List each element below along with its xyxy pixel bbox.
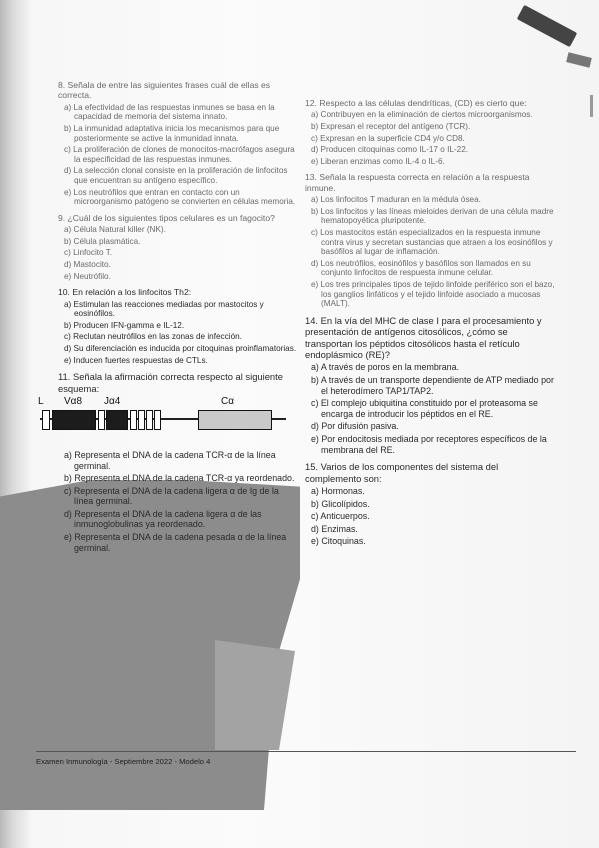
q15-option-a: a) Hormonas. (311, 485, 365, 496)
q11-option-d: d) Representa el DNA de la cadena ligera α de las inmunoglobulinas ya reordenado. (64, 508, 262, 530)
question-15 (305, 461, 555, 547)
gene-segment-diagram (38, 396, 288, 442)
segment-v (52, 410, 96, 430)
question-14 (305, 315, 555, 455)
q9-option-a: a) Célula Natural killer (NK). (64, 225, 166, 235)
q9-option-c: c) Linfocito T. (64, 248, 113, 258)
q8-option-a: a) La efectividad de las respuestas inmunes se basa en la capacidad de memoria del sistema innato. (64, 102, 275, 122)
page-footer: Examen Inmunología - Septiembre 2022 - Modelo 4 (36, 757, 211, 766)
scan-edge-mark (590, 95, 593, 117)
q11-option-e: e) Representa el DNA de la cadena pesada α de la línea germinal. (64, 532, 287, 553)
segment-leader (42, 410, 50, 430)
q8-option-c: c) La proliferación de clones de monocitos-macrófagos asegura la especificidad de las respuestas inmunes. (64, 145, 295, 164)
q14-title: 14. En la vía del MHC de clase I para el procesamiento y presentación de antígenos citosólicos, ¿cómo se transportan los péptidos citosólicos hasta el retículo endoplásmico (RE)? (305, 314, 542, 360)
diagram-label-j: Jα4 (104, 395, 121, 407)
q10-option-b: b) Producen IFN-gamma e IL-12. (64, 320, 185, 330)
q15-option-c: c) Anticuerpos. (311, 511, 370, 522)
q9-title: 9. ¿Cuál de los siguientes tipos celulares es un fagocito? (58, 212, 275, 223)
segment-j5 (130, 410, 137, 430)
q12-option-e: e) Liberan enzimas como IL-4 o IL-6. (311, 156, 445, 166)
q14-option-b: b) A través de un transporte dependiente de ATP mediado por el heterodímero TAP1/TAP2. (311, 374, 554, 396)
q13-option-e: e) Los tres principales tipos de tejido linfoide periférico son el bazo, los ganglios linfáticos y el tejido linfoide asociado a mucosas (MALT). (311, 279, 555, 309)
q14-option-c: c) El complejo ubiquitina constituido por el proteasoma se encarga de introducir los péptidos en el RE. (311, 398, 538, 419)
q9-option-e: e) Neutrófilo. (64, 271, 111, 281)
question-12 (305, 98, 555, 166)
left-column (38, 80, 298, 559)
footer-rule (36, 751, 576, 752)
q9-option-b: b) Célula plasmática. (64, 236, 141, 246)
q15-option-b: b) Glicolípidos. (311, 498, 370, 509)
diagram-label-c: Cα (221, 395, 235, 407)
q14-option-d: d) Por difusión pasiva. (311, 421, 399, 432)
q10-option-d: d) Su diferenciación es inducida por citoquinas proinflamatorias. (64, 343, 297, 353)
q12-title: 12. Respecto a las células dendríticas, (CD) es cierto que: (305, 98, 527, 108)
q8-option-d: d) La selección clonal consiste en la proliferación de linfocitos que encuentran su antígeno específico. (64, 166, 288, 185)
q12-option-d: d) Producen citoquinas como IL-17 o IL-22. (311, 145, 469, 155)
q13-option-d: d) Los neutrófilos, eosinófilos y basófilos son llamados en su conjunto linfocitos de respuesta inmune celular. (311, 258, 531, 278)
diagram-label-v: Vα8 (64, 395, 83, 407)
segment-constant (198, 410, 272, 430)
question-8 (58, 80, 298, 207)
q8-option-b: b) La inmunidad adaptativa inicia los mecanismos para que posteriormente se active la inmunidad innata. (64, 124, 280, 143)
q15-option-d: d) Enzimas. (311, 523, 358, 534)
q11-option-c: c) Representa el DNA de la cadena ligera α de Ig de la línea germinal. (64, 485, 279, 507)
question-9 (58, 213, 298, 281)
question-11 (38, 371, 298, 553)
q14-option-e: e) Por endocitosis mediada por receptores específicos de la membrana del RE. (311, 433, 547, 455)
q13-option-c: c) Los mastocitos están especializados en la respuesta inmune contra virus y secretan sustancias que atraen a los eosinófilos y basófilos al lugar de inflamación. (311, 227, 553, 257)
q11-option-b: b) Representa el DNA de la cadena TCR-α ya reordenado. (64, 473, 295, 484)
q14-option-a: a) A través de poros en la membrana. (311, 362, 459, 373)
segment-j1 (98, 410, 105, 430)
q10-title: 10. En relación a los linfocitos Th2: (58, 287, 192, 298)
q13-option-a: a) Los linfocitos T maduran en la médula ósea. (311, 195, 481, 205)
q10-option-e: e) Inducen fuertes respuestas de CTLs. (64, 355, 208, 365)
q12-option-c: c) Expresan en la superficie CD4 y/o CD8. (311, 133, 465, 143)
q15-title: 15. Varios de los componentes del sistema del complemento son: (305, 461, 499, 484)
segment-j8 (154, 410, 161, 430)
question-13 (305, 172, 555, 308)
q13-title: 13. Señala la respuesta correcta en relación a la respuesta inmune. (305, 172, 530, 193)
q12-option-a: a) Contribuyen en la eliminación de ciertos microorganismos. (311, 110, 533, 120)
segment-j7 (146, 410, 153, 430)
q13-option-b: b) Los linfocitos y las líneas mieloides derivan de una célula madre hematopoyética pluripotente. (311, 206, 554, 226)
right-column (305, 98, 555, 553)
diagram-label-l: L (38, 395, 44, 407)
question-10 (58, 287, 298, 365)
q10-option-c: c) Reclutan neutrófilos en las zonas de infección. (64, 332, 242, 342)
q8-title: 8. Señala de entre las siguientes frases cuál de ellas es correcta. (58, 80, 271, 101)
q10-option-a: a) Estimulan las reacciones mediadas por mastocitos y eosinófilos. (64, 299, 264, 319)
q12-option-b: b) Expresan el receptor del antígeno (TCR). (311, 122, 471, 131)
q9-option-d: d) Mastocito. (64, 259, 111, 269)
segment-j4 (106, 410, 128, 430)
segment-j6 (138, 410, 145, 430)
q11-title: 11. Señala la afirmación correcta respecto al siguiente esquema: (58, 371, 283, 394)
q11-option-a: a) Representa el DNA de la cadena TCR-α de la línea germinal. (64, 449, 276, 471)
q8-option-e: e) Los neutrófilos que entran en contacto con un microorganismo patógeno se convierten en células memoria. (64, 187, 296, 207)
q15-option-e: e) Citoquinas. (311, 536, 366, 547)
